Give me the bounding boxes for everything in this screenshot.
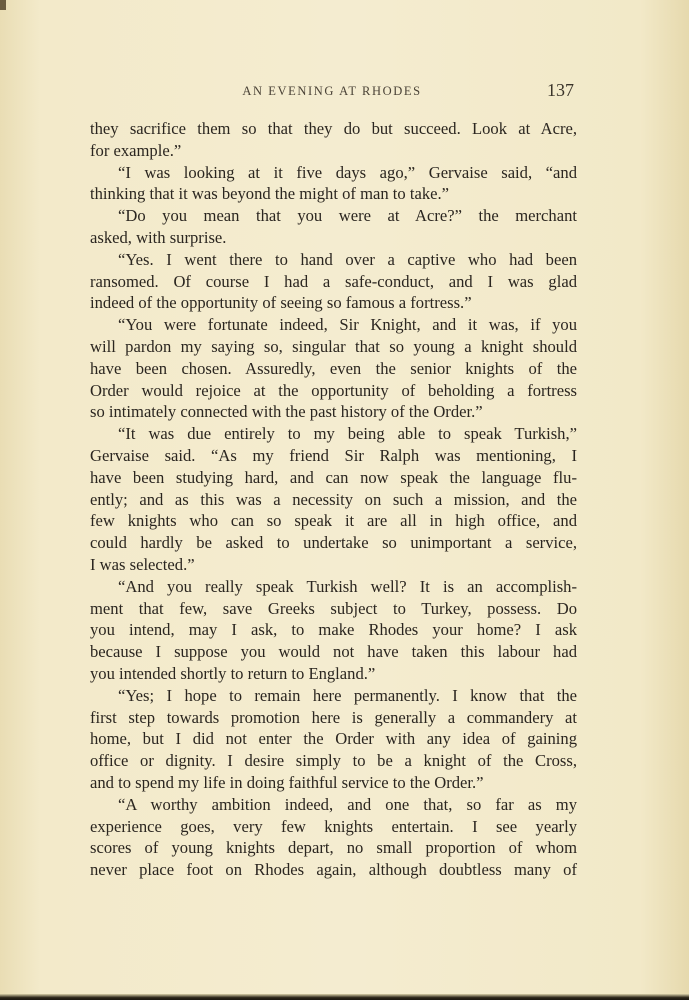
text-line: because I suppose you would not have taken this labour had (90, 642, 577, 662)
text-line: for example.” (90, 140, 182, 160)
page-header (90, 82, 574, 106)
text-line: and to spend my life in doing faithful service to the Order.” (90, 772, 484, 792)
page-corner-mark (0, 0, 6, 10)
text-line: asked, with surprise. (90, 227, 227, 247)
text-line: will pardon my saying so, singular that so young a knight should (90, 336, 577, 356)
text-line: office or dignity. I desire simply to be a knight of the Cross, (90, 751, 577, 771)
text-line: “I was looking at it five days ago,” Gervaise said, “and (118, 162, 577, 182)
text-line: never place foot on Rhodes again, although doubtless many of (90, 860, 577, 880)
text-line: “A worthy ambition indeed, and one that, so far as my (118, 794, 577, 814)
text-line: “Do you mean that you were at Acre?” the merchant (118, 206, 577, 226)
text-line: “Yes. I went there to hand over a captive who had been (118, 249, 577, 269)
text-line: ransomed. Of course I had a safe-conduct, and I was glad (90, 271, 577, 291)
body-text (90, 118, 577, 881)
text-line: have been studying hard, and can now speak the language flu- (90, 467, 577, 487)
text-line: could hardly be asked to undertake so unimportant a service, (90, 533, 577, 553)
text-line: first step towards promotion here is generally a commandery at (90, 707, 577, 727)
page-number: 137 (547, 80, 574, 100)
text-line: “You were fortunate indeed, Sir Knight, and it was, if you (118, 315, 577, 335)
text-line: “And you really speak Turkish well? It is an accomplish- (118, 576, 577, 596)
text-line: “It was due entirely to my being able to speak Turkish,” (118, 424, 577, 444)
text-line: “Yes; I hope to remain here permanently. I know that the (118, 685, 577, 705)
text-line: so intimately connected with the past history of the Order.” (90, 402, 483, 422)
text-line: have been chosen. Assuredly, even the senior knights of the (90, 358, 577, 378)
text-line: few knights who can so speak it are all in high office, and (90, 511, 577, 531)
text-line: indeed of the opportunity of seeing so famous a fortress.” (90, 293, 472, 313)
text-line: they sacrifice them so that they do but succeed. Look at Acre, (90, 119, 577, 138)
text-line: you intended shortly to return to England.” (90, 663, 376, 683)
text-line: I was selected.” (90, 554, 195, 574)
text-line: Gervaise said. “As my friend Sir Ralph was mentioning, I (90, 445, 577, 465)
text-line: ently; and as this was a necessity on such a mission, and the (90, 489, 577, 509)
running-title: AN EVENING AT RHODES (242, 84, 422, 98)
text-line: you intend, may I ask, to make Rhodes your home? I ask (90, 620, 577, 640)
text-line: ment that few, save Greeks subject to Turkey, possess. Do (90, 598, 577, 618)
text-line: Order would rejoice at the opportunity of beholding a fortress (90, 380, 577, 400)
text-line: thinking that it was beyond the might of man to take.” (90, 184, 450, 204)
text-line: scores of young knights depart, no small proportion of whom (90, 838, 577, 858)
text-line: experience goes, very few knights entertain. I see yearly (90, 816, 577, 836)
page-bottom-edge (0, 994, 689, 1000)
text-line: home, but I did not enter the Order with any idea of gaining (90, 729, 577, 749)
